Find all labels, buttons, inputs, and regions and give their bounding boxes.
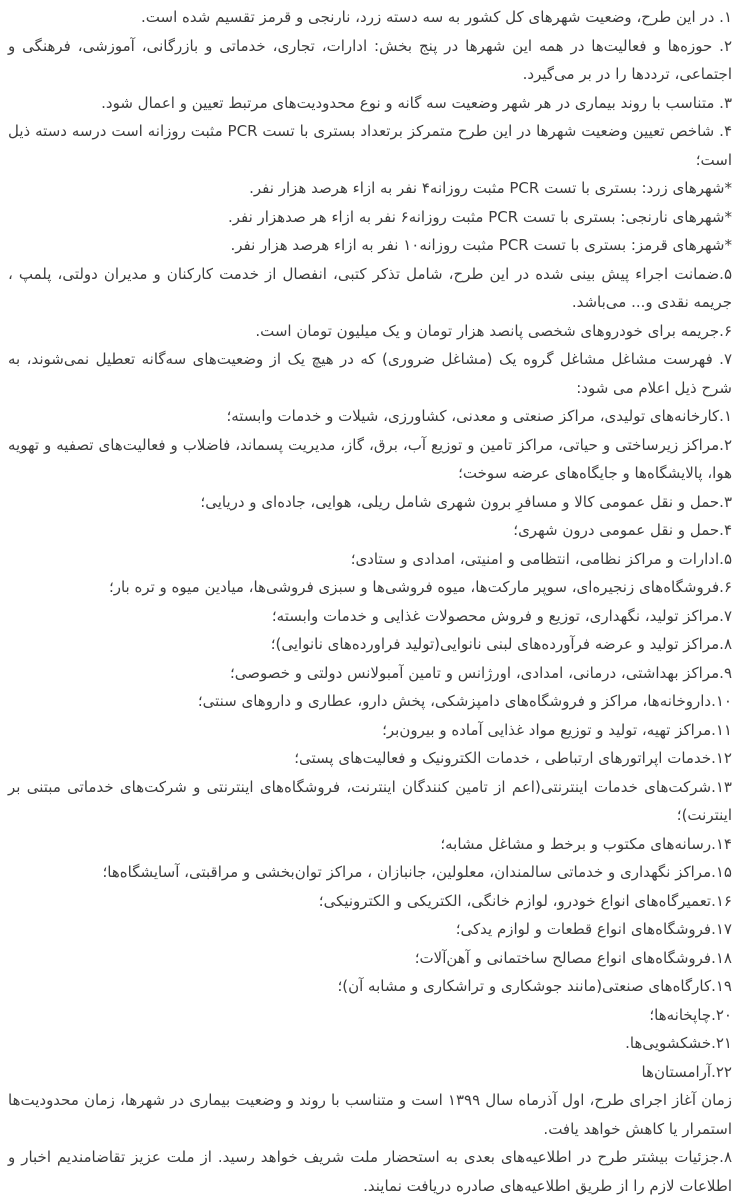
essential-job-9: ۹.مراکز بهداشتی، درمانی، امدادی، اورژانس و تامین آمبولانس دولتی و خصوصی؛: [230, 663, 732, 682]
rule-5-enforcement: ۵.ضمانت اجراء پیش بینی شده در این طرح، شامل تذکر کتبی، انفصال از خدمت کارکنان و مدیران دولتی، پلمپ ، جریمه نقدی و... می‌باشد.: [8, 264, 732, 311]
essential-job-16: ۱۶.تعمیرگاه‌های انواع خودرو، لوازم خانگی، الکتریکی و الکترونیکی؛: [318, 891, 732, 910]
essential-job-22: ۲۲.آرامستان‌ها: [641, 1062, 732, 1081]
essential-job-11: ۱۱.مراکز تهیه، تولید و توزیع مواد غذایی آماده و بیرون‌بر؛: [382, 720, 732, 739]
rule-3-restrictions: ۳. متناسب با روند بیماری در هر شهر وضعیت سه گانه و نوع محدودیت‌های مرتبط تعیین و اعمال شود.: [101, 93, 732, 112]
orange-cities-criterion: *شهرهای نارنجی: بستری با تست PCR مثبت روزانه۶ نفر به ازاء هر صدهزار نفر.: [227, 207, 732, 226]
red-cities-criterion: *شهرهای قرمز: بستری با تست PCR مثبت روزانه۱۰ نفر به ازاء هرصد هزار نفر.: [230, 236, 732, 254]
essential-job-10: ۱۰.داروخانه‌ها، مراکز و فروشگاه‌های دامپزشکی، پخش دارو، عطاری و داروهای سنتی؛: [197, 692, 732, 710]
essential-job-12: ۱۲.خدمات اپراتورهای ارتباطی ، خدمات الکترونیک و فعالیت‌های پستی؛: [294, 749, 732, 767]
rule-2-sectors: ۲. حوزه‌ها و فعالیت‌ها در همه این شهرها در پنج بخش: ادارات، تجاری، خدماتی و بازرگانی، آموزشی، فرهنگی و اجتماعی، ترددها را در بر می‌گیرد.: [8, 36, 732, 83]
rule-1-city-categories: ۱. در این طرح، وضعیت شهرهای کل کشور به سه دسته زرد، نارنجی و قرمز تقسیم شده است.: [141, 8, 732, 26]
essential-job-1: ۱.کارخانه‌های تولیدی، مراکز صنعتی و معدنی، کشاورزی، شیلات و خدمات وابسته؛: [226, 407, 732, 425]
essential-job-8: ۸.مراکز تولید و عرضه فرآورده‌های لبنی نانوایی(تولید فراورده‌های نانوایی)؛: [270, 635, 732, 653]
essential-job-7: ۷.مراکز تولید، نگهداری، توزیع و فروش محصولات غذایی و خدمات وابسته؛: [271, 606, 732, 625]
essential-job-21: ۲۱.خشکشویی‌ها.: [625, 1034, 732, 1052]
essential-job-20: ۲۰.چاپخانه‌ها؛: [649, 1005, 732, 1024]
essential-job-17: ۱۷.فروشگاه‌های انواع قطعات و لوازم یدکی؛: [455, 920, 732, 938]
essential-job-14: ۱۴.رسانه‌های مکتوب و برخط و مشاغل مشابه؛: [440, 834, 732, 853]
rule-8-further-details: ۸.جزئیات بیشتر طرح در اطلاعیه‌های بعدی به استحضار ملت شریف خواهد رسید. از ملت عزیز تقاضامندیم اخبار و اطلاعات لازم را از طریق اطلاعیه‌های صادره دریافت نمایند.: [8, 1148, 732, 1195]
yellow-cities-criterion: *شهرهای زرد: بستری با تست PCR مثبت روزانه۴ نفر به ازاء هرصد هزار نفر.: [249, 179, 732, 197]
essential-job-3: ۳.حمل و نقل عمومی کالا و مسافرِ برون شهری شامل ریلی، هوایی، جاده‌ای و دریایی؛: [200, 492, 732, 511]
essential-job-6: ۶.فروشگاه‌های زنجیره‌ای، سوپر مارکت‌ها، میوه فروشی‌ها و سبزی فروشی‌ها، میادین میوه و تره بار؛: [108, 578, 732, 596]
essential-job-18: ۱۸.فروشگاه‌های انواع مصالح ساختمانی و آهن‌آلات؛: [414, 948, 732, 967]
essential-job-4: ۴.حمل و نقل عمومی درون شهری؛: [513, 521, 732, 539]
rule-4-status-index: ۴. شاخص تعیین وضعیت شهرها در این طرح متمرکز برتعداد بستری با تست PCR مثبت روزانه است درسه دسته ذیل است؛: [8, 122, 733, 169]
start-date-note: زمان آغاز اجرای طرح، اول آذرماه سال ۱۳۹۹ است و متناسب با روند و وضعیت بیماری در شهرها، زمان محدودیت‌ها استمرار یا کاهش خواهد یافت.: [8, 1091, 732, 1138]
rule-7-essential-jobs-intro: ۷. فهرست مشاغل مشاغل گروه یک (مشاغل ضروری) که در هیچ یک از وضعیت‌های سه‌گانه تعطیل نمی‌شوند، به شرح ذیل اعلام می شود:: [8, 350, 732, 397]
essential-job-2: ۲.مراکز زیرساختی و حیاتی، مراکز تامین و توزیع آب، برق، گاز، مدیریت پسماند، فاضلاب و فعالیت‌های تصفیه و تهویه هوا، پالایشگاه‌ها و جایگاه‌های عرضه سوخت؛: [8, 435, 732, 482]
essential-job-15: ۱۵.مراکز نگهداری و خدماتی سالمندان، معلولین، جانبازان ، مراکز توان‌بخشی و مراقبتی، آسایشگاه‌ها؛: [102, 863, 732, 881]
essential-job-5: ۵.ادارات و مراکز نظامی، انتظامی و امنیتی، امدادی و ستادی؛: [350, 549, 732, 568]
rule-6-car-fine: ۶.جریمه برای خودروهای شخصی پانصد هزار تومان و یک میلیون تومان است.: [255, 321, 732, 340]
essential-job-19: ۱۹.کارگاه‌های صنعتی(مانند جوشکاری و تراشکاری و مشابه آن)؛: [337, 977, 732, 995]
essential-job-13: ۱۳.شرکت‌های خدمات اینترنتی(اعم از تامین کنندگان اینترنت، فروشگاه‌های اینترنتی و شرکت‌های خدماتی مبتنی بر اینترنت)؛: [8, 777, 732, 824]
